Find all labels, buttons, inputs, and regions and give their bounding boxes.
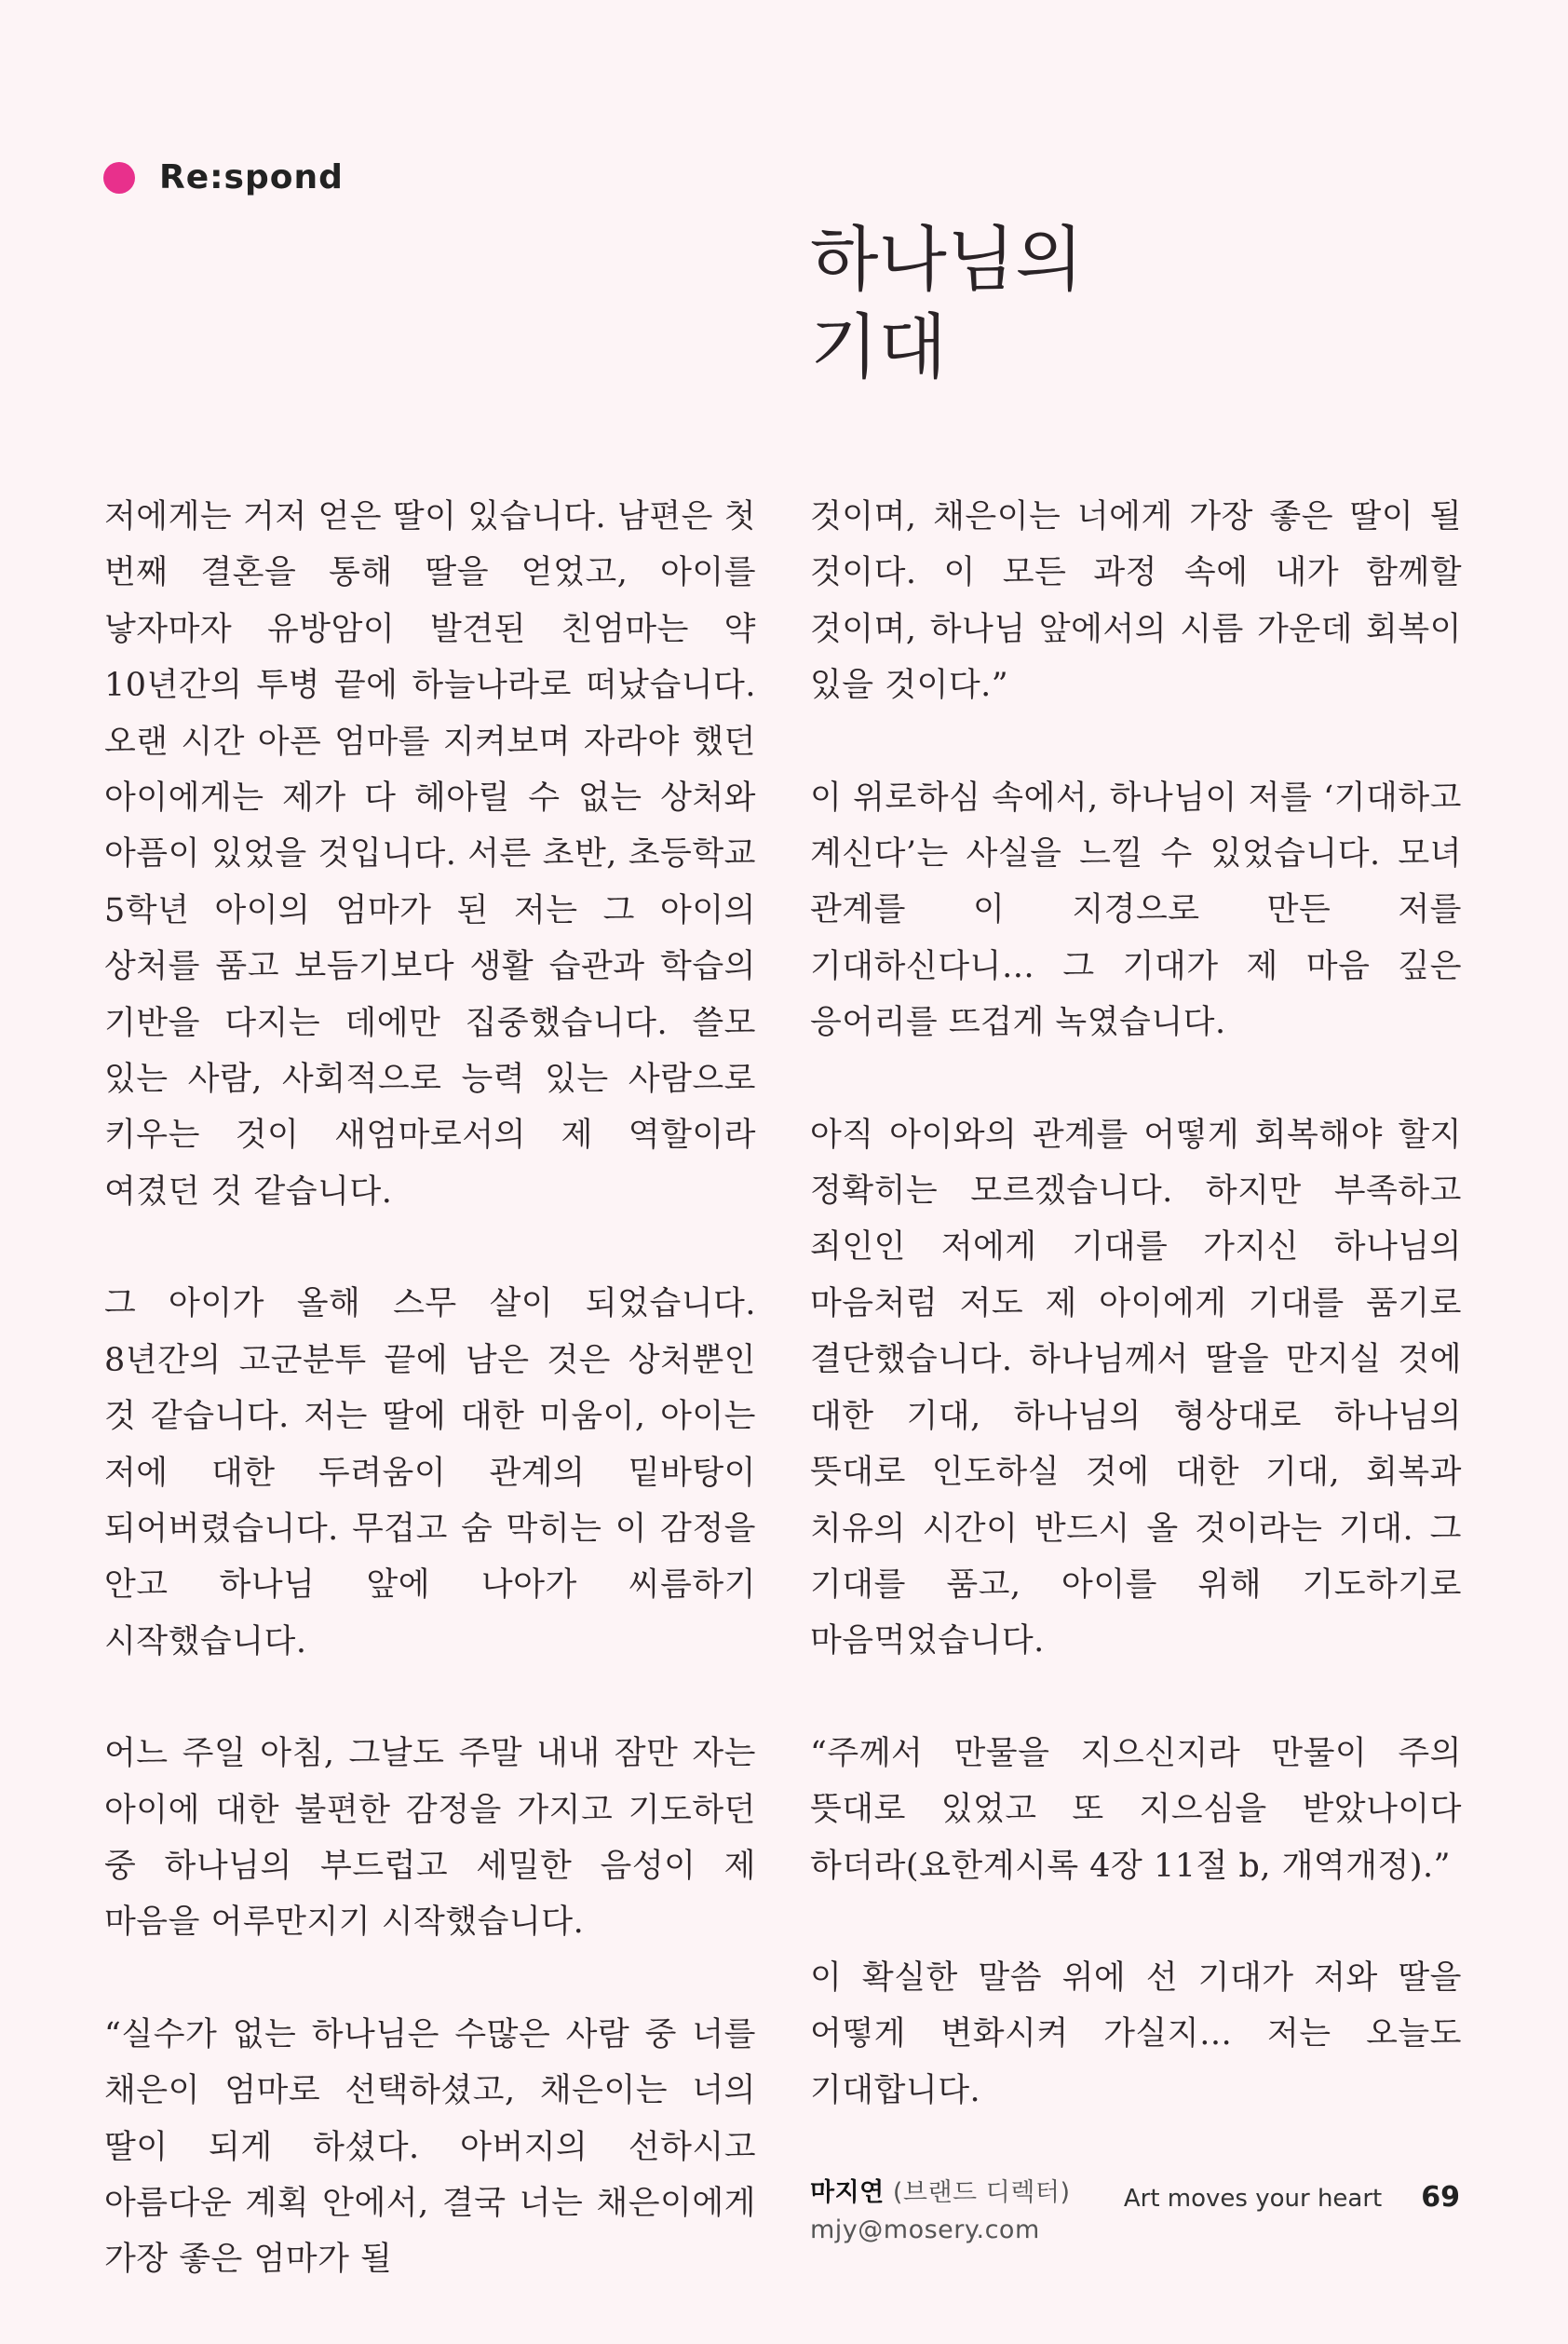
section-tag <box>103 158 344 196</box>
title-line-1: 하나님의 <box>810 218 1084 301</box>
author-name: 마지연 <box>810 2178 885 2208</box>
paragraph: “실수가 없는 하나님은 수많은 사람 중 너를 채은이 엄마로 선택하셨고, 채은이는 너의 딸이 되게 하셨다. 아버지의 선하시고 아름다운 계획 안에서, 결국 너는 채은이에게 가장 좋은 엄마가 될 <box>104 2015 756 2279</box>
author-email: mjy@mosery.com <box>810 2215 1040 2245</box>
paragraph: 그 아이가 올해 스무 살이 되었습니다. 8년간의 고군분투 끝에 남은 것은 상처뿐인 것 같습니다. 저는 딸에 대한 미움이, 아이는 저에 대한 두려움이 관계의 밑바탕이 되어버렸습니다. 무겁고 숨 막히는 이 감정을 안고 하나님 앞에 나아가 씨름하기 시작했습니다. <box>104 1285 756 1660</box>
paragraph: 저에게는 거저 얻은 딸이 있습니다. 남편은 첫 번째 결혼을 통해 딸을 얻었고, 아이를 낳자마자 유방암이 발견된 친엄마는 약 10년간의 투병 끝에 하늘나라로 떠났습니다. 오랜 시간 아픈 엄마를 지켜보며 자라야 했던 아이에게는 제가 다 헤아릴 수 없는 상처와 아픔이 있었을 것입니다. 서른 초반, 초등학교 5학년 아이의 엄마가 된 저는 그 아이의 상처를 품고 보듬기보다 생활 습관과 학습의 기반을 다지는 데에만 집중했습니다. 쓸모 있는 사람, 사회적으로 능력 있는 사람으로 키우는 것이 새엄마로서의 제 역할이라 여겼던 것 같습니다. <box>104 498 756 1211</box>
article-title <box>810 216 1462 391</box>
paragraph: 것이며, 채은이는 너에게 가장 좋은 딸이 될 것이다. 이 모든 과정 속에 내가 함께할 것이며, 하나님 앞에서의 시름 가운데 회복이 있을 것이다.” <box>810 498 1462 705</box>
author-role: (브랜드 디렉터) <box>892 2178 1071 2208</box>
footer-tagline: Art moves your heart <box>1123 2185 1383 2213</box>
paragraph: 아직 아이와의 관계를 어떻게 회복해야 할지 정확히는 모르겠습니다. 하지만 부족하고 죄인인 저에게 기대를 가지신 하나님의 마음처럼 저도 제 아이에게 기대를 품기로 결단했습니다. 하나님께서 딸을 만지실 것에 대한 기대, 하나님의 형상대로 하나님의 뜻대로 인도하실 것에 대한 기대, 회복과 치유의 시간이 반드시 올 것이라는 기대. 그 기대를 품고, 아이를 위해 기도하기로 마음먹었습니다. <box>810 1116 1462 1660</box>
page-footer <box>1124 2181 1460 2214</box>
paragraph: 이 위로하심 속에서, 하나님이 저를 ‘기대하고 계신다’는 사실을 느낄 수 있었습니다. 모녀 관계를 이 지경으로 만든 저를 기대하신다니… 그 기대가 제 마음 깊은 응어리를 뜨겁게 녹였습니다. <box>810 779 1462 1042</box>
section-label: Re:spond <box>159 158 344 196</box>
paragraph: “주께서 만물을 지으신지라 만물이 주의 뜻대로 있었고 또 지으심을 받았나이다 하더라(요한계시록 4장 11절 b, 개역개정).” <box>810 1734 1462 1885</box>
paragraph: 어느 주일 아침, 그날도 주말 내내 잠만 자는 아이에 대한 불편한 감정을 가지고 기도하던 중 하나님의 부드럽고 세밀한 음성이 제 마음을 어루만지기 시작했습니다. <box>104 1735 756 1942</box>
pink-dot-icon <box>103 162 135 194</box>
page-number: 69 <box>1421 2181 1460 2214</box>
paragraph: 이 확실한 말씀 위에 선 기대가 저와 딸을 어떻게 변화시켜 가실지… 저는 오늘도 기대합니다. <box>810 1958 1462 2109</box>
title-line-2: 기대 <box>810 305 947 388</box>
article-column-left <box>104 489 756 2344</box>
article-column-right <box>810 489 1462 2249</box>
